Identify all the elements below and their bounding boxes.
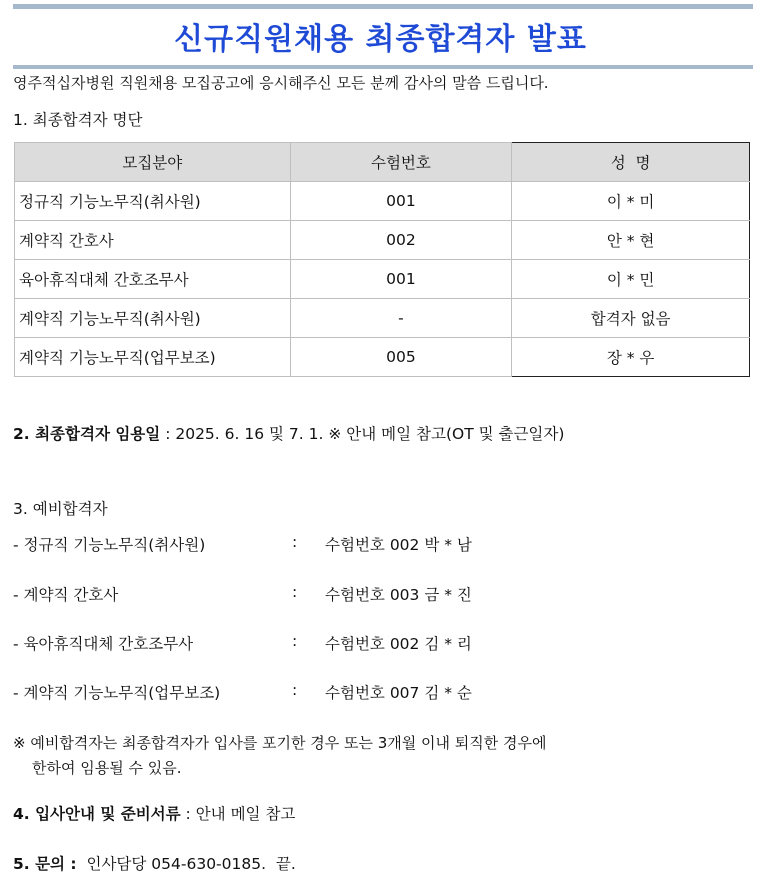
table-row (15, 182, 750, 221)
reserve-item-value: 수험번호 002 김 * 리 (325, 635, 472, 653)
reserve-note-line1: ※ 예비합격자는 최종합격자가 입사를 포기한 경우 또는 3개월 이내 퇴직한 경우에 (13, 734, 547, 752)
column-header-name: 성 명 (512, 143, 750, 182)
section4-text: : 안내 메일 참고 (180, 805, 296, 823)
page-title: 신규직원채용 최종합격자 발표 (174, 22, 587, 57)
cell-exam-number: 005 (290, 338, 512, 377)
cell-exam-number: - (290, 299, 512, 338)
cell-exam-number: 001 (290, 260, 512, 299)
reserve-item-colon: : (292, 681, 298, 699)
table-header-row (15, 143, 750, 182)
reserve-item-label: - 정규직 기능노무직(취사원) (13, 536, 206, 554)
cell-name: 장 * 우 (512, 338, 750, 377)
cell-field: 계약직 기능노무직(업무보조) (15, 338, 291, 377)
top-rule (13, 4, 753, 9)
reserve-item-label: - 계약직 기능노무직(업무보조) (13, 684, 221, 702)
section3-heading: 3. 예비합격자 (13, 500, 108, 518)
reserve-item-value: 수험번호 007 김 * 순 (325, 684, 472, 702)
section5-line (13, 852, 296, 874)
cell-name: 합격자 없음 (512, 299, 750, 338)
column-header-exam-number: 수험번호 (290, 143, 512, 182)
reserve-note-line2: 한하여 임용될 수 있음. (32, 759, 182, 777)
section2-text: : 2025. 6. 16 및 7. 1. ※ 안내 메일 참고(OT 및 출근일자) (160, 425, 565, 443)
cell-field: 계약직 기능노무직(취사원) (15, 299, 291, 338)
cell-field: 육아휴직대체 간호조무사 (15, 260, 291, 299)
section2-line (13, 422, 564, 444)
cell-exam-number: 002 (290, 221, 512, 260)
cell-name: 이 * 민 (512, 260, 750, 299)
cell-name: 이 * 미 (512, 182, 750, 221)
section1-heading: 1. 최종합격자 명단 (13, 111, 143, 129)
title-rule (13, 65, 753, 69)
reserve-item-colon: : (292, 533, 298, 551)
reserve-item-colon: : (292, 632, 298, 650)
reserve-item-value: 수험번호 003 금 * 진 (325, 586, 472, 604)
cell-field: 정규직 기능노무직(취사원) (15, 182, 291, 221)
cell-name: 안 * 현 (512, 221, 750, 260)
cell-exam-number: 001 (290, 182, 512, 221)
intro-text: 영주적십자병원 직원채용 모집공고에 응시해주신 모든 분께 감사의 말씀 드립니다. (13, 74, 549, 92)
reserve-item-label: - 계약직 간호사 (13, 586, 119, 604)
section4-line (13, 802, 295, 824)
section5-label: 5. 문의 : (13, 855, 77, 873)
finalist-table (14, 142, 750, 377)
section5-text: 인사담당 054-630-0185. 끝. (76, 855, 296, 873)
reserve-item-colon: : (292, 583, 298, 601)
cell-field: 계약직 간호사 (15, 221, 291, 260)
column-header-field: 모집분야 (15, 143, 291, 182)
table-row (15, 221, 750, 260)
section4-label: 4. 입사안내 및 준비서류 (13, 805, 181, 823)
table-row (15, 299, 750, 338)
reserve-item-label: - 육아휴직대체 간호조무사 (13, 635, 194, 653)
section2-label: 2. 최종합격자 임용일 (13, 425, 161, 443)
table-row (15, 338, 750, 377)
reserve-item-value: 수험번호 002 박 * 남 (325, 536, 472, 554)
table-row (15, 260, 750, 299)
